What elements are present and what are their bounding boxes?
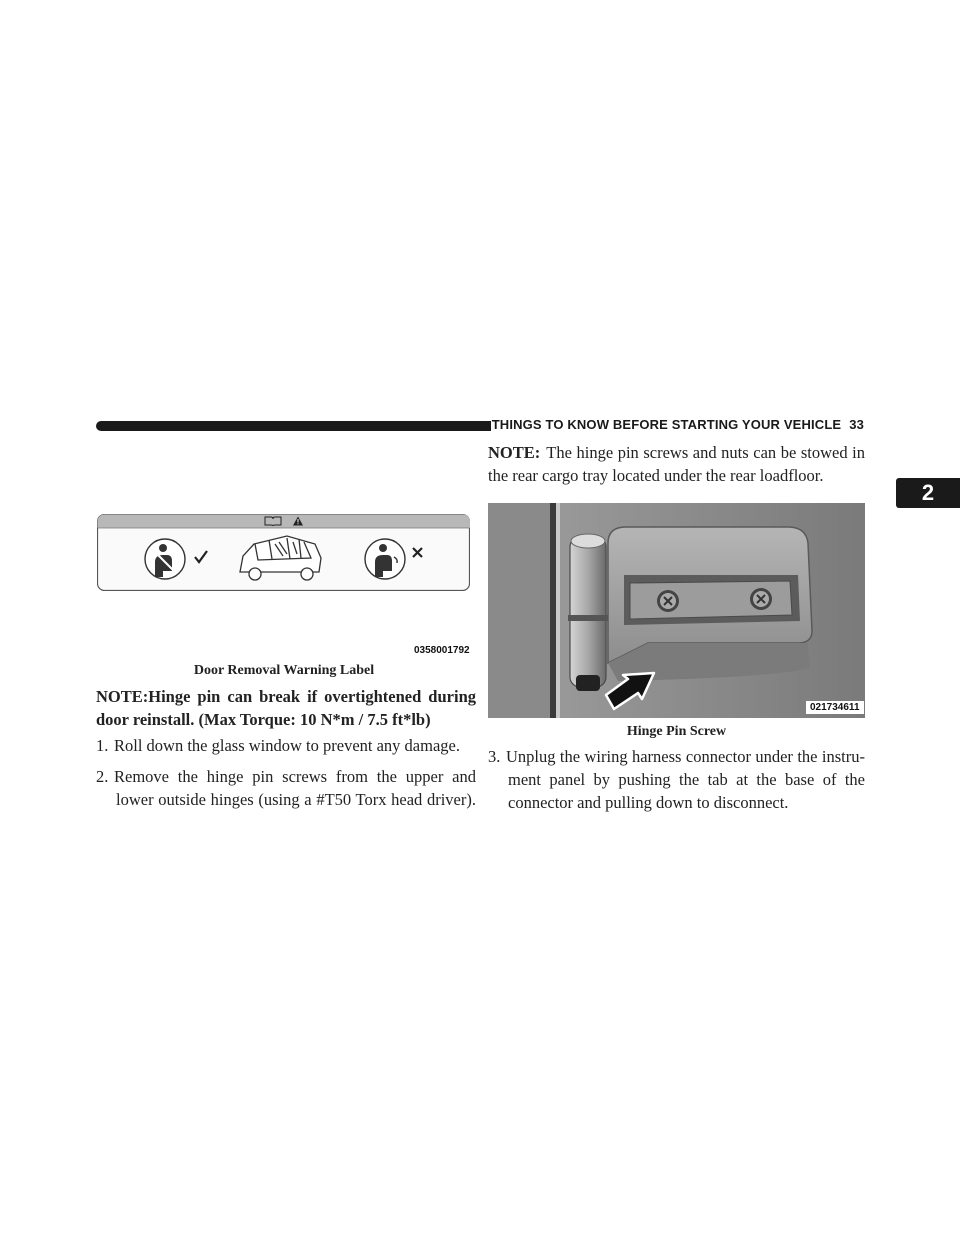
figure-caption: Door Removal Warning Label [193,663,375,678]
figure-code: 0358001792 [414,645,470,656]
section-title: THINGS TO KNOW BEFORE STARTING YOUR VEHICLE [491,417,842,432]
header-rule [96,421,491,431]
note-line-1 [488,441,865,464]
door-removal-warning-label-figure [97,514,470,591]
note-line-2: door reinstall. (Max Torque: 10 N*m / 7.5 ft*lb) [96,710,431,729]
step-text-continued: connector and pulling down to disconnect. [508,793,789,812]
note-line-1: NOTE:Hinge pin can break if overtightened during [96,687,476,706]
step-text: Unplug the wiring harness connector under the instru- [506,747,865,766]
seatbelt-person-icon [365,539,405,579]
step-text: Remove the hinge pin screws from the upper and [114,767,476,786]
note-line-2: the rear cargo tray located under the rear loadfloor. [488,466,824,485]
chapter-tab: 2 [896,478,960,508]
seatbelt-person-icon [145,539,185,579]
step-number: 3. [488,747,501,766]
step-number: 2. [96,767,109,786]
figure-code: 021734611 [806,701,864,714]
hinge-pin-screw-figure [488,503,865,718]
step-number: 1. [96,736,109,755]
list-item [96,734,476,757]
note-label: NOTE: [488,443,541,462]
list-item [488,745,865,768]
running-header [491,417,864,432]
step-text-continued: ment panel by pushing the tab at the base of the [508,770,865,789]
step-text-continued: lower outside hinges (using a #T50 Torx head driver). [116,790,476,809]
figure-caption: Hinge Pin Screw [626,724,727,739]
page-number: 33 [849,417,864,432]
note-text: The hinge pin screws and nuts can be stowed in [546,443,865,462]
list-item [96,765,476,788]
step-text: Roll down the glass window to prevent any damage. [114,736,460,755]
